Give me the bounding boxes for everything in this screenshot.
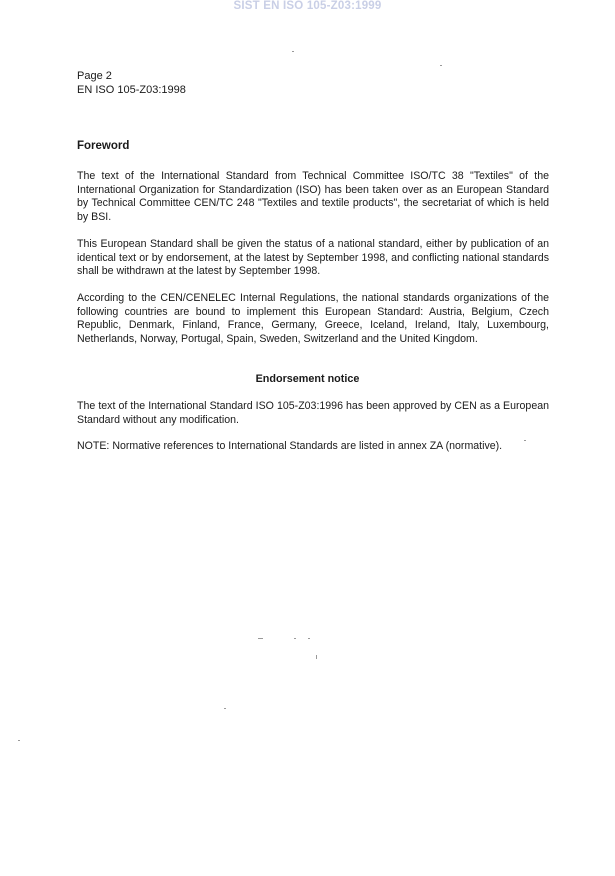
scan-speck (316, 655, 317, 659)
foreword-heading: Foreword (77, 140, 130, 152)
foreword-paragraph-2: This European Standard shall be given the status of a national standard, either by publication of an identical text or by endorsement, at the latest by September 1998, and conflicting national standards shall be withdrawn at the latest by September 1998. (77, 238, 549, 277)
foreword-paragraph-3: According to the CEN/CENELEC Internal Regulations, the national standards organizations of the following countries are bound to implement this European Standard: Austria, Belgium, Czech Republic, Denmark, Finland, France, Germany, Greece, Iceland, Ireland, Italy, Luxembourg, Netherlands, Norway, Portugal, Spain, Sweden, Switzerland and the United Kingdom. (77, 292, 549, 345)
normative-note: NOTE: Normative references to International Standards are listed in annex ZA (normative). (77, 440, 503, 452)
scan-speck (440, 65, 442, 66)
endorsement-heading: Endorsement notice (255, 373, 360, 385)
scan-speck (524, 440, 526, 441)
scan-speck (294, 638, 296, 639)
watermark: SIST EN ISO 105-Z03:1999 (233, 0, 382, 12)
scan-speck (18, 740, 20, 741)
endorsement-paragraph: The text of the International Standard ISO 105-Z03:1996 has been approved by CEN as a European Standard without any modification. (77, 400, 549, 426)
scan-speck (308, 638, 310, 639)
scan-speck (224, 708, 226, 709)
document-id: EN ISO 105-Z03:1998 (77, 84, 186, 96)
page-number: Page 2 (77, 70, 112, 82)
page-header (77, 69, 186, 97)
scan-speck (258, 638, 263, 639)
foreword-paragraph-1: The text of the International Standard from Technical Committee ISO/TC 38 "Textiles" of the International Organization for Standardization (ISO) has been taken over as an European Standard by Technical Committee CEN/TC 248 "Textiles and textile products", the secretariat of which is held by BSI. (77, 170, 549, 223)
scan-speck (292, 51, 294, 52)
